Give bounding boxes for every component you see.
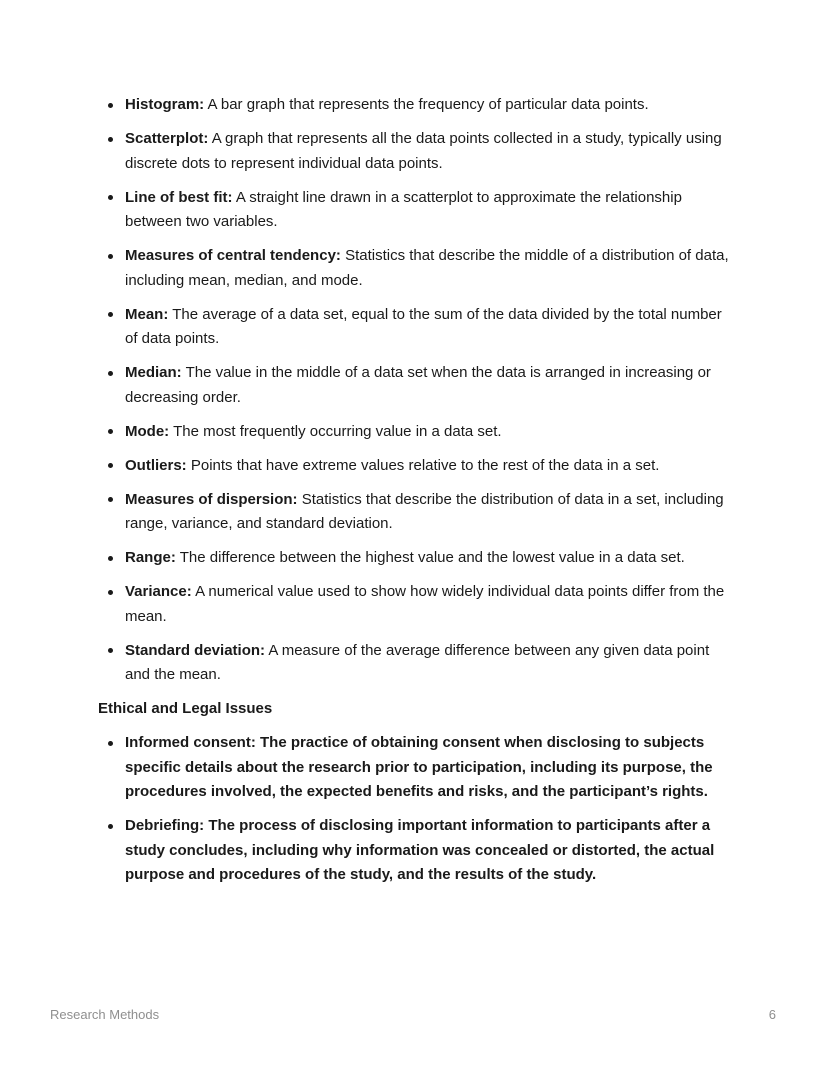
term-label: Outliers:: [125, 456, 187, 474]
term-definition: The process of disclosing important information to participants after a study concludes, including why information was concealed or distorted, the actual purpose and procedures of the study, and the results of the study.: [125, 817, 715, 883]
glossary-item: [98, 244, 730, 293]
term-definition: The practice of obtaining consent when disclosing to subjects specific details about the research prior to participation, including its purpose, the procedures involved, the expected benefits and risks, and the participant’s rights.: [125, 734, 713, 800]
term-label: Measures of dispersion:: [125, 490, 298, 508]
glossary-list: [98, 93, 730, 688]
bullet-icon: [108, 429, 113, 434]
glossary-item: [98, 454, 730, 479]
term-definition: Statistics that describe the distribution of data in a set, including range, variance, and standard deviation.: [125, 490, 724, 532]
glossary-item: [98, 488, 730, 537]
term-label: Range:: [125, 549, 176, 566]
bullet-icon: [108, 371, 113, 376]
glossary-item: [98, 127, 730, 176]
glossary-item: [98, 303, 730, 352]
term-definition: A numerical value used to show how widely individual data points differ from the mean.: [125, 583, 725, 625]
bullet-icon: [108, 497, 113, 502]
term-definition: The average of a data set, equal to the sum of the data divided by the total number of data points.: [125, 305, 722, 347]
section-heading: Ethical and Legal Issues: [98, 700, 273, 717]
ethics-item: [98, 814, 730, 888]
term-definition: Points that have extreme values relative to the rest of the data in a set.: [190, 456, 660, 474]
term-label: Scatterplot:: [125, 130, 209, 147]
term-definition: A straight line drawn in a scatterplot to approximate the relationship between two variables.: [125, 188, 682, 230]
term-label: Standard deviation:: [125, 641, 266, 659]
ethics-list: [98, 731, 730, 888]
glossary-item: [98, 580, 730, 629]
term-definition: The most frequently occurring value in a data set.: [173, 422, 502, 440]
term-definition: A bar graph that represents the frequency of particular data points.: [207, 96, 649, 113]
glossary-item: [98, 546, 730, 571]
page-number: 6: [768, 1007, 776, 1022]
term-label: Median:: [125, 364, 182, 381]
term-label: Line of best fit:: [125, 188, 233, 206]
term-label: Mode:: [125, 422, 170, 440]
glossary-item: [98, 93, 730, 118]
term-label: Histogram:: [125, 96, 205, 113]
bullet-icon: [108, 463, 113, 468]
term-definition: Statistics that describe the middle of a distribution of data, including mean, median, and mode.: [125, 247, 729, 289]
bullet-icon: [108, 824, 113, 829]
bullet-icon: [108, 137, 113, 142]
bullet-icon: [108, 590, 113, 595]
term-definition: The difference between the highest value and the lowest value in a data set.: [179, 549, 685, 566]
term-label: Mean:: [125, 305, 169, 323]
bullet-icon: [108, 648, 113, 653]
term-definition: A measure of the average difference between any given data point and the mean.: [125, 641, 710, 683]
bullet-icon: [108, 312, 113, 317]
glossary-item: [98, 186, 730, 235]
term-definition: The value in the middle of a data set when the data is arranged in increasing or decreasing order.: [125, 364, 711, 406]
glossary-item: [98, 361, 730, 410]
term-label: Debriefing:: [125, 817, 205, 834]
bullet-icon: [108, 741, 113, 746]
glossary-item: [98, 639, 730, 688]
footer-document-title: Research Methods: [50, 1007, 160, 1022]
term-definition: A graph that represents all the data points collected in a study, typically using discrete dots to represent individual data points.: [125, 130, 722, 172]
glossary-item: [98, 420, 730, 445]
term-label: Measures of central tendency:: [125, 247, 341, 264]
term-label: Variance:: [125, 583, 192, 600]
page-footer: [50, 1006, 776, 1024]
bullet-icon: [108, 556, 113, 561]
bullet-icon: [108, 103, 113, 108]
term-label: Informed consent:: [125, 734, 256, 751]
ethics-item: [98, 731, 730, 805]
bullet-icon: [108, 254, 113, 259]
bullet-icon: [108, 195, 113, 200]
